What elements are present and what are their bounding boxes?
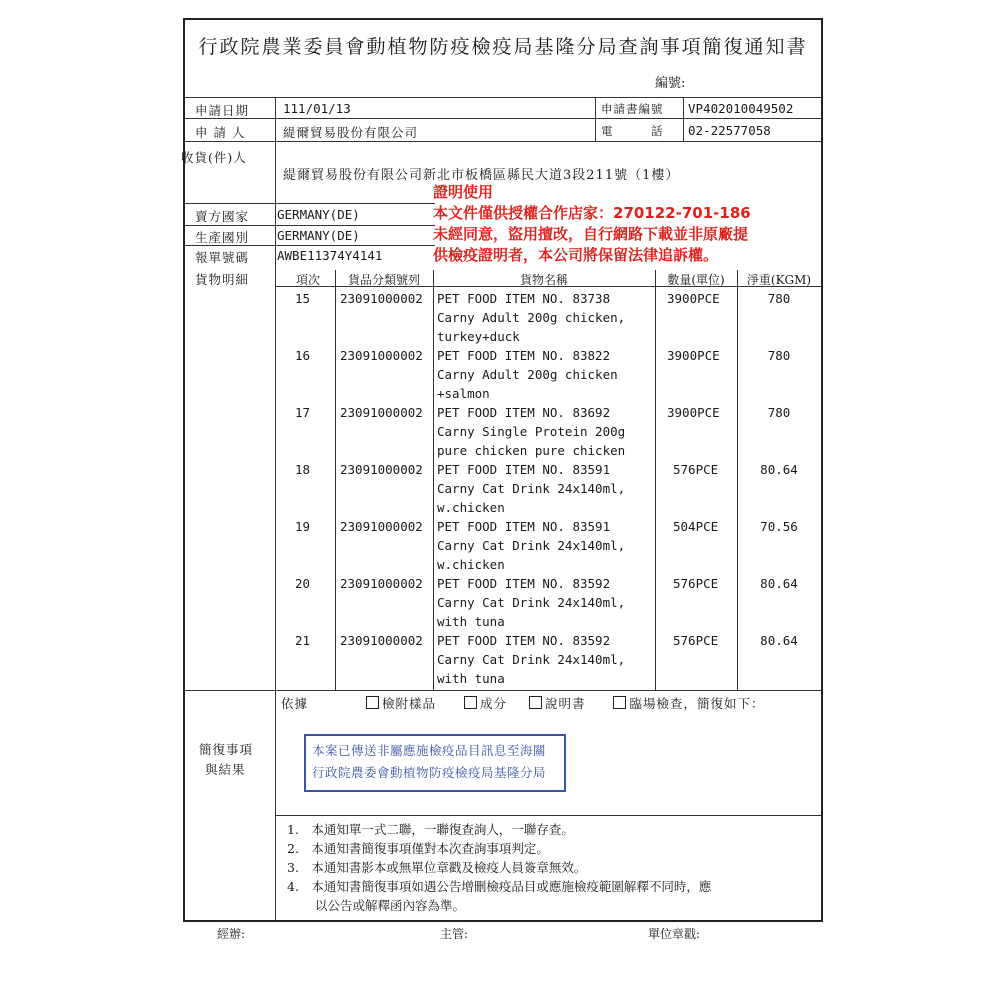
phone-label: 電 話 xyxy=(601,124,664,138)
unit-seal-label: 單位章戳: xyxy=(648,927,701,941)
column-header-qty: 數量(單位) xyxy=(667,273,725,287)
sample-option-label: 檢附樣品 xyxy=(381,696,436,711)
row-weight: 70.56 xyxy=(760,519,798,534)
column-header-no: 項次 xyxy=(295,273,320,287)
row-weight: 780 xyxy=(767,405,791,420)
bill-number-label: 報單號碼 xyxy=(195,250,250,265)
row-qty: 3900PCE xyxy=(667,291,720,306)
row-weight: 80.64 xyxy=(760,576,798,591)
consignee-label: 收貨(件)人 xyxy=(181,150,247,165)
row-no: 17 xyxy=(295,405,311,420)
row-qty: 3900PCE xyxy=(667,348,720,363)
seller-country-value: GERMANY(DE) xyxy=(277,207,360,222)
row-name-line2: Carny Cat Drink 24x140ml, xyxy=(437,595,626,610)
row-no: 18 xyxy=(295,462,311,477)
apply-no-label: 申請書編號 xyxy=(601,102,664,116)
row-name-line2: Carny Cat Drink 24x140ml, xyxy=(437,538,626,553)
divider xyxy=(683,97,684,141)
row-name-line1: PET FOOD ITEM NO. 83692 xyxy=(437,405,611,420)
onsite-option-label: 臨場檢查，簡復如下： xyxy=(629,696,765,711)
row-name-line2: Carny Cat Drink 24x140ml, xyxy=(437,481,626,496)
row-name-line3: turkey+duck xyxy=(437,329,520,344)
row-name-line1: PET FOOD ITEM NO. 83591 xyxy=(437,462,611,477)
reply-basis-row xyxy=(281,694,764,712)
supervisor-signature-label: 主管: xyxy=(440,927,469,941)
basis-label: 依據 xyxy=(281,696,309,711)
divider xyxy=(185,203,435,204)
stamp-line-2: 行政院農委會動植物防疫檢疫局基隆分局 xyxy=(312,765,547,780)
onsite-checkbox[interactable] xyxy=(613,696,626,709)
divider xyxy=(185,97,821,98)
divider xyxy=(185,141,821,142)
row-qty: 504PCE xyxy=(673,519,719,534)
row-code: 23091000002 xyxy=(340,291,423,306)
note-4: 4. 本通知書簡復事項如遇公告增刪檢疫品目或應施檢疫範圍解釋不同時，應 xyxy=(287,879,712,894)
divider xyxy=(737,270,738,690)
row-name-line1: PET FOOD ITEM NO. 83591 xyxy=(437,519,611,534)
notification-form xyxy=(183,18,823,922)
row-name-line1: PET FOOD ITEM NO. 83592 xyxy=(437,633,611,648)
row-name-line1: PET FOOD ITEM NO. 83822 xyxy=(437,348,611,363)
divider xyxy=(275,97,276,920)
row-weight: 780 xyxy=(767,348,791,363)
row-name-line2: Carny Adult 200g chicken, xyxy=(437,310,626,325)
reply-label-line2: 與結果 xyxy=(205,762,246,777)
manual-checkbox[interactable] xyxy=(529,696,542,709)
row-name-line3: with tuna xyxy=(437,671,505,686)
note-4-continued: 以公告或解釋函內容為準。 xyxy=(315,898,466,913)
divider xyxy=(433,270,434,690)
row-no: 20 xyxy=(295,576,311,591)
watermark-line-2: 本文件僅供授權合作店家：270122-701-186 xyxy=(433,204,751,222)
apply-date-label: 申請日期 xyxy=(195,103,250,118)
applicant-value: 緹爾貿易股份有限公司 xyxy=(283,125,419,140)
row-name-line1: PET FOOD ITEM NO. 83592 xyxy=(437,576,611,591)
apply-no-value: VP402010049502 xyxy=(688,101,794,116)
consignee-value: 緹爾貿易股份有限公司新北市板橋區縣民大道3段211號（1樓） xyxy=(283,168,680,183)
notes-list xyxy=(287,820,711,915)
origin-country-value: GERMANY(DE) xyxy=(277,228,360,243)
applicant-label: 申 請 人 xyxy=(195,125,246,140)
row-qty: 576PCE xyxy=(673,633,719,648)
row-weight: 780 xyxy=(767,291,791,306)
row-code: 23091000002 xyxy=(340,348,423,363)
row-code: 23091000002 xyxy=(340,405,423,420)
column-header-code: 貨品分類號列 xyxy=(347,273,420,287)
row-name-line3: pure chicken pure chicken xyxy=(437,443,626,458)
seller-country-label: 賣方國家 xyxy=(195,209,250,224)
row-qty: 576PCE xyxy=(673,462,719,477)
row-weight: 80.64 xyxy=(760,462,798,477)
reply-label-line1: 簡復事項 xyxy=(199,742,254,757)
bill-number-value: AWBE11374Y4141 xyxy=(277,248,383,263)
row-name-line3: +salmon xyxy=(437,386,490,401)
row-weight: 80.64 xyxy=(760,633,798,648)
row-code: 23091000002 xyxy=(340,576,423,591)
serial-number-label: 編號: xyxy=(655,76,686,91)
divider xyxy=(275,815,821,816)
row-code: 23091000002 xyxy=(340,462,423,477)
watermark-line-4: 供檢疫證明者，本公司將保留法律追訴權。 xyxy=(433,246,719,264)
manual-option-label: 說明書 xyxy=(544,696,586,711)
row-name-line2: Carny Cat Drink 24x140ml, xyxy=(437,652,626,667)
row-name-line3: w.chicken xyxy=(437,557,505,572)
phone-value: 02-22577058 xyxy=(688,123,771,138)
row-no: 16 xyxy=(295,348,311,363)
note-3: 3. 本通知書影本或無單位章戳及檢疫人員簽章無效。 xyxy=(287,860,587,875)
handler-signature-label: 經辦: xyxy=(217,927,246,941)
divider xyxy=(655,270,656,690)
ingredient-option-label: 成分 xyxy=(479,696,507,711)
row-name-line3: with tuna xyxy=(437,614,505,629)
note-2: 2. 本通知書簡復事項僅對本次查詢事項判定。 xyxy=(287,841,549,856)
row-name-line1: PET FOOD ITEM NO. 83738 xyxy=(437,291,611,306)
sample-checkbox[interactable] xyxy=(366,696,379,709)
row-name-line2: Carny Adult 200g chicken xyxy=(437,367,618,382)
divider xyxy=(185,118,821,119)
column-header-name: 貨物名稱 xyxy=(519,273,568,287)
row-code: 23091000002 xyxy=(340,519,423,534)
row-name-line2: Carny Single Protein 200g xyxy=(437,424,626,439)
divider xyxy=(185,225,435,226)
divider xyxy=(185,690,821,691)
row-qty: 3900PCE xyxy=(667,405,720,420)
apply-date-value: 111/01/13 xyxy=(283,101,351,116)
note-1: 1. 本通知單一式二聯，一聯復查詢人，一聯存查。 xyxy=(287,822,574,837)
row-name-line3: w.chicken xyxy=(437,500,505,515)
column-header-weight: 淨重(KGM) xyxy=(746,273,812,287)
origin-country-label: 生產國別 xyxy=(195,230,250,245)
stamp-line-1: 本案已傳送非屬應施檢疫品目訊息至海關 xyxy=(312,743,547,758)
row-code: 23091000002 xyxy=(340,633,423,648)
row-no: 19 xyxy=(295,519,311,534)
divider xyxy=(595,97,596,141)
ingredient-checkbox[interactable] xyxy=(464,696,477,709)
row-qty: 576PCE xyxy=(673,576,719,591)
watermark-line-3: 未經同意，盜用擅改，自行網路下載並非原廠提 xyxy=(433,225,749,243)
watermark-line-1: 證明使用 xyxy=(433,183,494,201)
document-title: 行政院農業委員會動植物防疫檢疫局基隆分局查詢事項簡復通知書 xyxy=(198,36,808,58)
divider xyxy=(335,270,336,690)
row-no: 15 xyxy=(295,291,311,306)
row-no: 21 xyxy=(295,633,311,648)
official-stamp xyxy=(304,734,566,792)
goods-detail-label: 貨物明細 xyxy=(195,272,250,287)
